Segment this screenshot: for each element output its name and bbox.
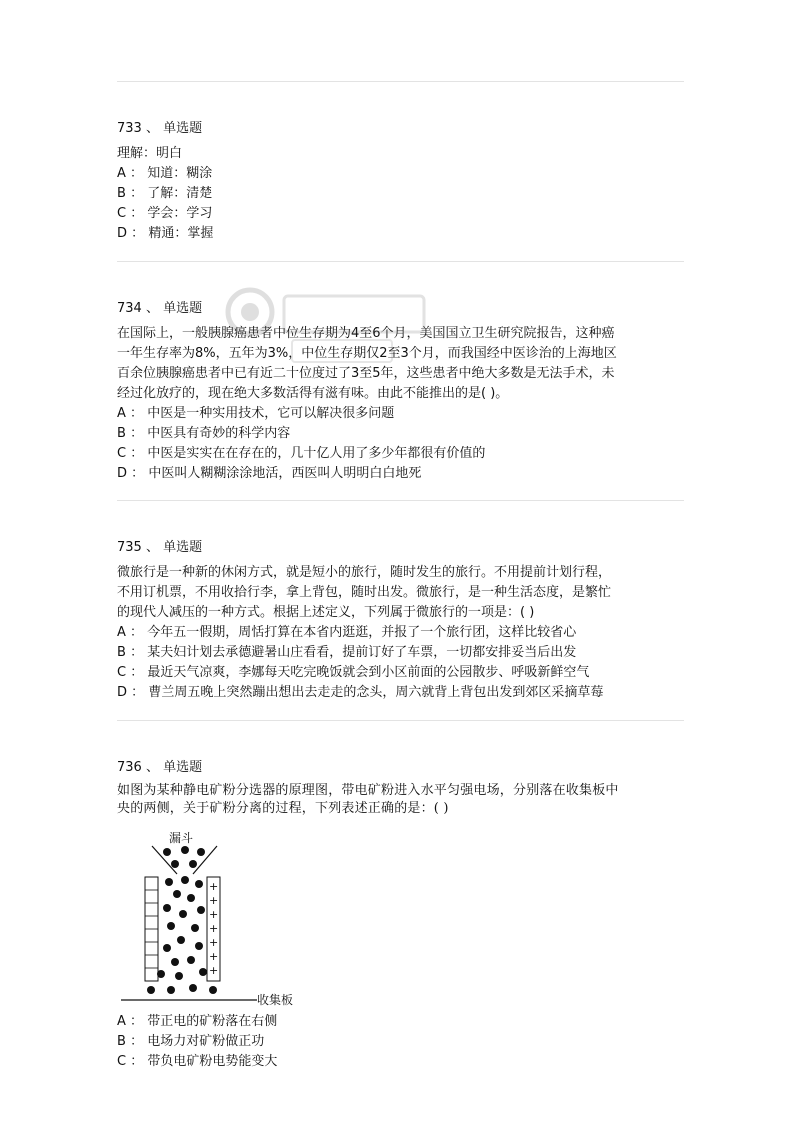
funnel-label: 漏斗 xyxy=(169,831,194,845)
question-type: 单选题 xyxy=(163,540,203,555)
option-a[interactable]: A ： 知道：糊涂 xyxy=(117,166,213,181)
svg-text:+: + xyxy=(209,908,219,921)
stem-line: 微旅行是一种新的休闲方式，就是短小的旅行，随时发生的旅行。不用提前计划行程， xyxy=(117,565,612,580)
question-header xyxy=(117,758,684,778)
stem-line: 的现代人减压的一种方式。根据上述定义，下列属于微旅行的一项是：( ) xyxy=(117,605,535,620)
separator-diagram xyxy=(117,830,317,1015)
stem-line: 央的两侧，关于矿粉分离的过程，下列表述正确的是：( ) xyxy=(117,801,449,816)
stem-line: 一年生存率为8%，五年为3%，中位生存期仅2至3个月，而我国经中医诊治的上海地区 xyxy=(117,346,617,361)
svg-text:+: + xyxy=(209,950,219,963)
top-divider xyxy=(117,81,684,82)
question-number: 735 xyxy=(117,540,142,555)
stem-line: 在国际上，一般胰腺癌患者中位生存期为4至6个月，美国国立卫生研究院报告，这种癌 xyxy=(117,326,615,341)
option-a[interactable]: A ： 今年五一假期，周恬打算在本省内逛逛，并报了一个旅行团，这样比较省心 xyxy=(117,625,577,640)
option-a[interactable]: A ： 中医是一种实用技术，它可以解决很多问题 xyxy=(117,406,395,421)
question-header xyxy=(117,538,684,558)
svg-text:+: + xyxy=(209,922,219,935)
stem-line: 如图为某种静电矿粉分选器的原理图，带电矿粉进入水平匀强电场，分别落在收集板中 xyxy=(117,783,619,798)
plate-label: 收集板 xyxy=(257,993,294,1007)
separator: 、 xyxy=(145,121,159,136)
question-736-options xyxy=(117,1012,684,1072)
question-type: 单选题 xyxy=(163,121,203,136)
watermark-logo xyxy=(222,282,432,392)
question-header xyxy=(117,119,684,139)
option-d[interactable]: D ： 精通：掌握 xyxy=(117,226,214,241)
stem-line: 经过化放疗的，现在绝大多数活得有滋有味。由此不能推出的是( )。 xyxy=(117,386,509,401)
funnel-right-wall xyxy=(193,846,217,874)
option-b[interactable]: B ： 了解：清楚 xyxy=(117,186,213,201)
question-type: 单选题 xyxy=(163,301,203,316)
stem-line: 不用订机票，不用收拾行李，拿上背包，随时出发。微旅行，是一种生活态度，是繁忙 xyxy=(117,585,612,600)
option-b[interactable]: B ： 某夫妇计划去承德避暑山庄看看，提前订好了车票，一切都安排妥当后出发 xyxy=(117,645,577,660)
separator: 、 xyxy=(145,301,159,316)
option-c[interactable]: C ： 学会：学习 xyxy=(117,206,213,221)
option-c[interactable]: C ： 带负电矿粉电势能变大 xyxy=(117,1054,278,1069)
divider xyxy=(117,261,684,262)
svg-text:+: + xyxy=(209,894,219,907)
question-736 xyxy=(117,758,684,818)
option-c[interactable]: C ： 中医是实实在在存在的，几十亿人用了多少年都很有价值的 xyxy=(117,446,486,461)
option-c[interactable]: C ： 最近天气凉爽，李娜每天吃完晚饭就会到小区前面的公园散步、呼吸新鲜空气 xyxy=(117,665,590,680)
separator: 、 xyxy=(145,760,159,775)
option-b[interactable]: B ： 中医具有奇妙的科学内容 xyxy=(117,426,291,441)
question-733 xyxy=(117,119,684,244)
question-number: 736 xyxy=(117,760,142,775)
option-b[interactable]: B ： 电场力对矿粉做正功 xyxy=(117,1034,265,1049)
question-stem: 理解：明白 xyxy=(117,146,183,161)
question-type: 单选题 xyxy=(163,760,203,775)
divider xyxy=(117,500,684,501)
question-735 xyxy=(117,538,684,703)
right-plate xyxy=(207,877,220,981)
stem-line: 百余位胰腺癌患者中已有近二十位度过了3至5年，这些患者中绝大多数是无法手术，未 xyxy=(117,366,615,381)
left-plate xyxy=(145,877,158,981)
svg-text:+: + xyxy=(209,964,219,977)
divider xyxy=(117,720,684,721)
option-d[interactable]: D ： 中医叫人糊糊涂涂地活，西医叫人明明白白地死 xyxy=(117,466,422,481)
question-number: 734 xyxy=(117,301,142,316)
option-a[interactable]: A ： 带正电的矿粉落在右侧 xyxy=(117,1014,278,1029)
svg-text:+: + xyxy=(209,880,219,893)
question-number: 733 xyxy=(117,121,142,136)
option-d[interactable]: D ： 曹兰周五晚上突然蹦出想出去走走的念头，周六就背上背包出发到郊区采摘草莓 xyxy=(117,685,604,700)
separator: 、 xyxy=(145,540,159,555)
svg-text:+: + xyxy=(209,936,219,949)
